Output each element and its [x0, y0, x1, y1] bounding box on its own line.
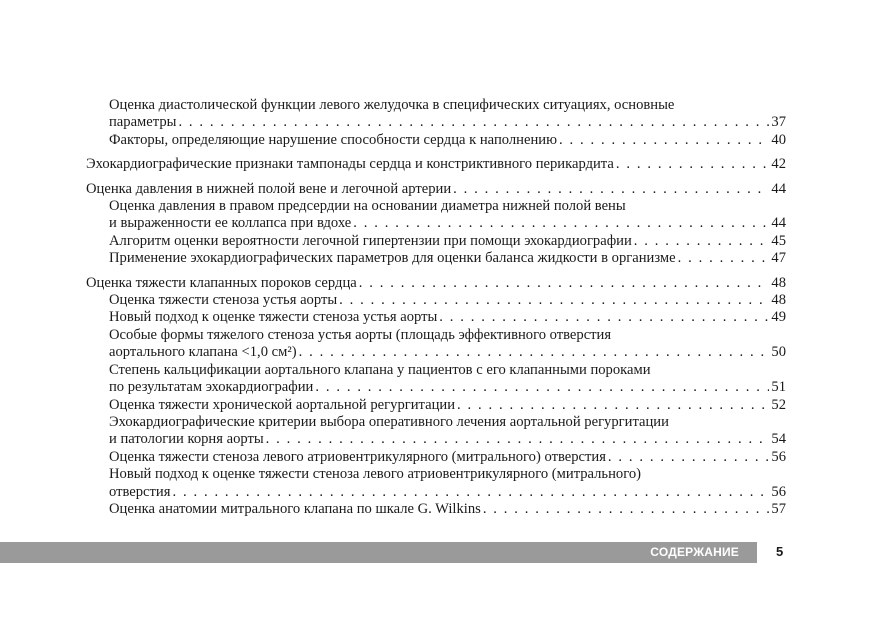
toc-page-number: 52 [771, 396, 786, 413]
toc-entry[interactable] [86, 275, 786, 292]
toc-entry-text: Оценка диастолической функции левого желудочка в специфических ситуациях, основные [109, 97, 675, 113]
toc-page-number: 51 [771, 379, 786, 396]
leader-dots [608, 449, 769, 466]
leader-dots [453, 181, 769, 198]
toc-entry-text: аортального клапана <1,0 см²) [109, 344, 297, 361]
leader-dots [315, 379, 769, 396]
toc-entry[interactable] [86, 397, 786, 414]
toc-entry-text: Оценка давления в правом предсердии на основании диаметра нижней полой вены [109, 198, 626, 215]
section-label: СОДЕРЖАНИЕ [650, 545, 739, 559]
footer-bar [0, 542, 757, 563]
toc-page-number: 44 [771, 215, 786, 232]
toc-entry-text: Эхокардиографические критерии выбора оперативного лечения аортальной регургитации [109, 413, 669, 430]
page-number: 5 [776, 544, 784, 559]
toc-entry[interactable] [86, 362, 786, 397]
toc-entry[interactable] [86, 414, 786, 449]
leader-dots [457, 397, 769, 414]
leader-dots [634, 233, 770, 250]
toc-entry[interactable] [86, 501, 786, 518]
leader-dots [266, 431, 770, 448]
toc-entry-text: Применение эхокардиографических параметров для оценки баланса жидкости в организме [109, 250, 676, 267]
leader-dots [439, 309, 769, 326]
toc-entry[interactable] [86, 156, 786, 173]
toc-page-number: 40 [771, 131, 786, 148]
toc-entry-text: Новый подход к оценке тяжести стеноза устья аорты [109, 309, 438, 326]
toc-page-number: 48 [771, 292, 786, 309]
leader-dots [339, 292, 769, 309]
toc-entry-text: Факторы, определяющие нарушение способности сердца к наполнению [109, 131, 557, 148]
leader-dots [299, 344, 770, 361]
toc-entry-text: по результатам эхокардиографии [109, 379, 314, 396]
toc-page-number: 54 [771, 431, 786, 448]
toc-entry-text: Оценка давления в нижней полой вене и легочной артерии [86, 180, 452, 197]
leader-dots [616, 156, 770, 173]
toc-entry-text: Оценка анатомии митрального клапана по шкале G. Wilkins [109, 500, 481, 517]
toc-entry[interactable] [86, 97, 786, 132]
leader-dots [359, 275, 770, 292]
leader-dots [559, 132, 769, 149]
toc-entry-text: Степень кальцификации аортального клапана у пациентов с его клапанными пороками [109, 361, 651, 378]
toc-entry-text: Эхокардиографические признаки тампонады сердца и констриктивного перикардита [86, 156, 614, 173]
toc-page-number: 50 [771, 344, 786, 361]
toc-entry[interactable] [86, 250, 786, 267]
toc-entry-text: Новый подход к оценке тяжести стеноза левого атриовентрикулярного (митрального) [109, 466, 641, 483]
toc-page-number: 48 [771, 274, 786, 291]
toc-page-number: 47 [771, 250, 786, 267]
toc-entry[interactable] [86, 466, 786, 501]
toc-entry[interactable] [86, 327, 786, 362]
toc-entry-text: Оценка тяжести клапанных пороков сердца [86, 274, 357, 291]
toc-entry[interactable] [86, 198, 786, 233]
toc-entry-text: Оценка тяжести стеноза устья аорты [109, 292, 338, 309]
toc-entry-text: Особые формы тяжелого стеноза устья аорты (площадь эффективного отверстия [109, 326, 612, 343]
toc-entry[interactable] [86, 309, 786, 326]
toc-entry-text: Оценка тяжести хронической аортальной регургитации [109, 396, 456, 413]
toc-entry[interactable] [86, 292, 786, 309]
toc-page-number: 44 [771, 180, 786, 197]
toc-entry-text: отверстия [109, 483, 171, 500]
toc-page-number: 37 [771, 114, 786, 131]
toc-page-number: 49 [771, 309, 786, 326]
toc-entry[interactable] [86, 449, 786, 466]
toc-entry[interactable] [86, 132, 786, 149]
table-of-contents [86, 97, 786, 518]
leader-dots [178, 114, 769, 131]
toc-entry[interactable] [86, 233, 786, 250]
leader-dots [678, 250, 770, 267]
toc-entry-text: параметры [109, 114, 177, 131]
toc-entry[interactable] [86, 181, 786, 198]
toc-entry-text: Оценка тяжести стеноза левого атриовентрикулярного (митрального) отверстия [109, 448, 606, 465]
toc-entry-text: и патологии корня аорты [109, 431, 264, 448]
toc-page-number: 45 [771, 232, 786, 249]
toc-entry-text: Алгоритм оценки вероятности легочной гипертензии при помощи эхокардиографии [109, 232, 632, 249]
toc-page-number: 42 [771, 156, 786, 173]
leader-dots [353, 215, 769, 232]
toc-page-number: 57 [771, 500, 786, 517]
toc-page-number: 56 [771, 448, 786, 465]
leader-dots [483, 501, 770, 518]
toc-entry-text: и выраженности ее коллапса при вдохе [109, 215, 352, 232]
toc-page-number: 56 [771, 483, 786, 500]
leader-dots [172, 484, 769, 501]
